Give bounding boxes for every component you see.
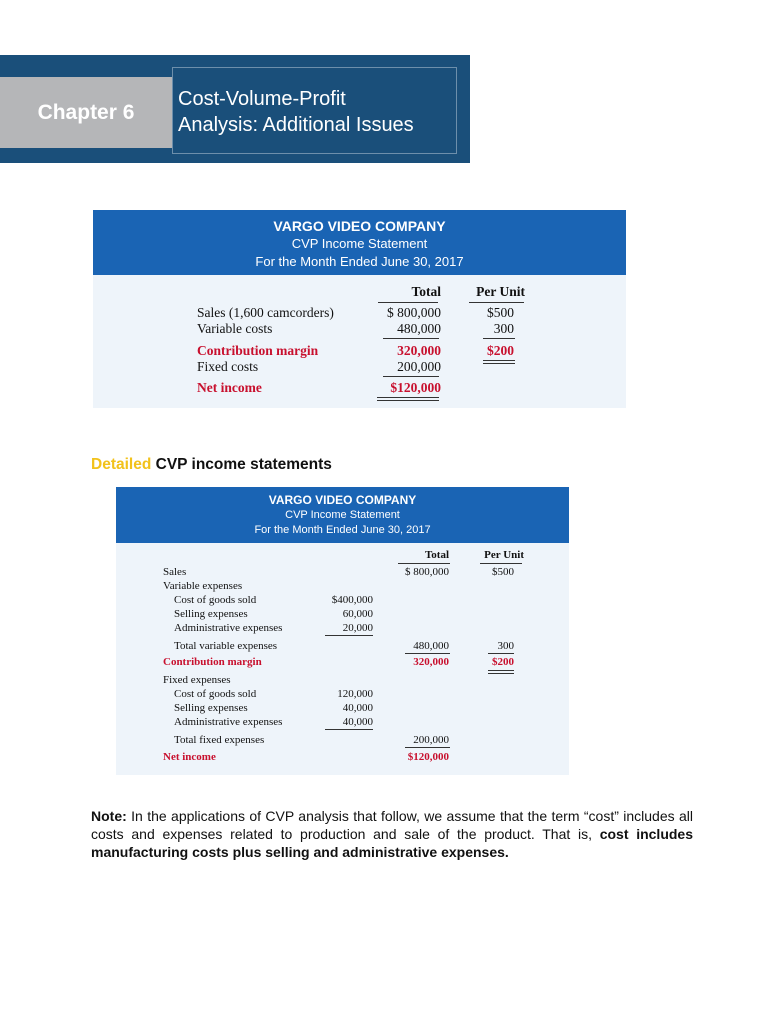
cvp-income-statement-detailed	[116, 487, 569, 775]
statement-header	[116, 487, 569, 543]
row-perunit-total-variable: 300	[497, 640, 514, 652]
rule	[383, 376, 439, 377]
chapter-title	[178, 86, 453, 138]
rule	[325, 729, 373, 730]
statement-period: For the Month Ended June 30, 2017	[255, 254, 464, 269]
row-label-sales: Sales (1,600 camcorders)	[197, 305, 334, 320]
note-emphasis: cost includes manufacturing costs plus selling and administrative expenses.	[91, 826, 694, 860]
row-label-variable-expenses: Variable expenses	[163, 580, 243, 592]
row-perunit-sales: $500	[487, 305, 514, 320]
row-label-fix-cogs: Cost of goods sold	[174, 688, 257, 700]
statement-subtitle: CVP Income Statement	[291, 236, 428, 251]
rule	[405, 653, 450, 654]
row-total-total-fixed: 200,000	[413, 734, 449, 746]
company-name: VARGO VIDEO COMPANY	[268, 493, 417, 507]
double-rule	[488, 670, 514, 674]
section-heading-text: CVP income statements	[155, 456, 332, 473]
row-perunit-variable-costs: 300	[493, 321, 514, 336]
statement-header	[93, 210, 626, 275]
row-total-contribution-margin: 320,000	[397, 343, 441, 358]
rule	[488, 653, 514, 654]
rule	[383, 338, 439, 339]
statement-period: For the Month Ended June 30, 2017	[254, 524, 431, 536]
row-label-contribution-margin: Contribution margin	[163, 656, 262, 668]
row-label-sales: Sales	[163, 566, 187, 578]
note-lead: Note:	[91, 808, 127, 824]
rule	[480, 563, 522, 564]
row-amount-var-admin: 20,000	[342, 622, 373, 634]
row-label-fixed-costs: Fixed costs	[197, 359, 259, 374]
row-total-net-income: $120,000	[390, 380, 441, 395]
column-header-total: Total	[411, 284, 441, 299]
row-total-total-variable: 480,000	[413, 640, 449, 652]
row-total-fixed-costs: 200,000	[397, 359, 441, 374]
section-heading	[91, 456, 332, 474]
rule	[483, 338, 515, 339]
note-paragraph	[91, 807, 693, 861]
chapter-label: Chapter 6	[0, 77, 172, 148]
row-total-sales: $ 800,000	[387, 305, 441, 320]
chapter-title-line2: Analysis: Additional Issues	[178, 114, 414, 136]
row-label-fix-admin: Administrative expenses	[174, 716, 283, 728]
rule	[325, 635, 373, 636]
row-label-var-admin: Administrative expenses	[174, 622, 283, 634]
double-rule	[483, 360, 515, 364]
row-label-contribution-margin: Contribution margin	[197, 343, 319, 358]
row-label-total-fixed: Total fixed expenses	[174, 734, 265, 746]
row-amount-fix-selling: 40,000	[342, 702, 373, 714]
row-label-fixed-expenses: Fixed expenses	[163, 674, 231, 686]
row-label-var-selling: Selling expenses	[174, 608, 248, 620]
rule	[405, 747, 450, 748]
company-name: VARGO VIDEO COMPANY	[273, 218, 446, 234]
row-label-net-income: Net income	[163, 751, 216, 763]
row-amount-fix-admin: 40,000	[342, 716, 373, 728]
column-header-per-unit: Per Unit	[484, 549, 524, 561]
rule	[398, 563, 450, 564]
note-body: In the applications of CVP analysis that follow, we assume that the term “cost” includes all costs and expenses related to production and sale of the product. That is,	[91, 808, 693, 842]
chapter-title-line1: Cost-Volume-Profit	[178, 88, 346, 110]
rule	[378, 302, 438, 303]
row-amount-var-cogs: $400,000	[331, 594, 373, 606]
cvp-income-statement-summary	[93, 210, 626, 408]
rule	[469, 302, 524, 303]
row-label-fix-selling: Selling expenses	[174, 702, 248, 714]
statement-subtitle: CVP Income Statement	[285, 509, 400, 521]
row-perunit-contribution-margin: $200	[487, 343, 514, 358]
row-amount-fix-cogs: 120,000	[337, 688, 373, 700]
section-heading-highlight: Detailed	[91, 456, 152, 473]
row-amount-var-selling: 60,000	[342, 608, 373, 620]
row-total-variable-costs: 480,000	[397, 321, 441, 336]
column-header-total: Total	[424, 549, 449, 561]
row-total-net-income: $120,000	[407, 751, 449, 763]
row-label-variable-costs: Variable costs	[197, 321, 273, 336]
double-rule	[377, 397, 439, 401]
row-total-sales: $ 800,000	[405, 566, 449, 578]
row-label-var-cogs: Cost of goods sold	[174, 594, 257, 606]
row-perunit-sales: $500	[492, 566, 514, 578]
row-label-total-variable: Total variable expenses	[174, 640, 278, 652]
row-label-net-income: Net income	[197, 380, 262, 395]
row-total-contribution-margin: 320,000	[413, 656, 449, 668]
column-header-per-unit: Per Unit	[476, 284, 525, 299]
row-perunit-contribution-margin: $200	[492, 656, 514, 668]
